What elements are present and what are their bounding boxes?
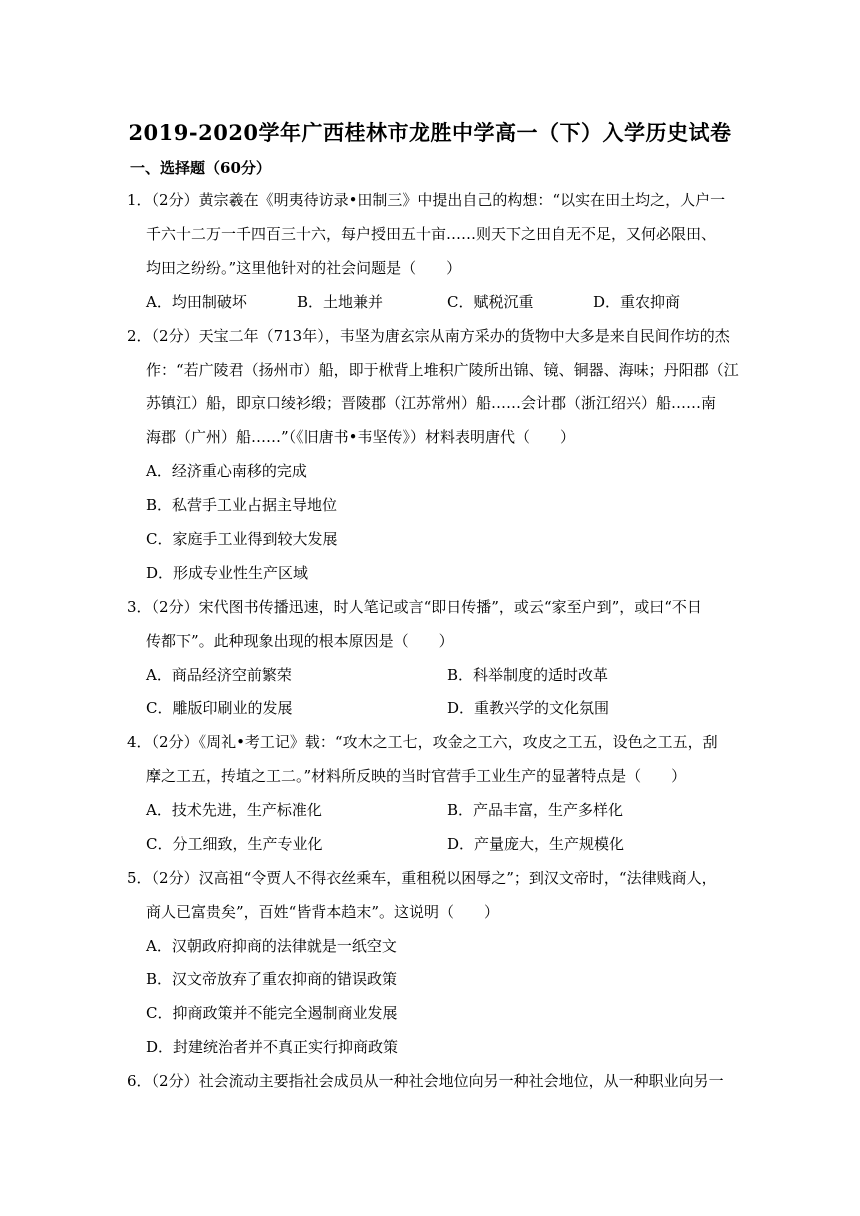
q5-line-2: 商人已富贵矣”，百姓“皆背本趋末”。这说明（ ） (146, 903, 500, 921)
q1-line-1: 1．（2分）黄宗羲在《明夷待访录•田制三》中提出自己的构想：“以实在田土均之，人户一 (127, 191, 726, 209)
q4-option-a: A．技术先进，生产标准化 (146, 801, 322, 819)
q2-option-c: C．家庭手工业得到较大发展 (146, 530, 338, 548)
q2-option-a: A．经济重心南移的完成 (146, 462, 307, 480)
q5-option-d: D．封建统治者并不真正实行抑商政策 (146, 1038, 399, 1056)
q1-option-a: A．均田制破坏 (146, 293, 247, 311)
q4-option-c: C．分工细致，生产专业化 (146, 835, 323, 853)
q4-option-b: B．产品丰富，生产多样化 (447, 801, 624, 819)
q4-line-1: 4．（2分）《周礼•考工记》载：“攻木之工七，攻金之工六，攻皮之工五，设色之工五，刮 (127, 733, 718, 751)
section-heading: 一、选择题（60分） (130, 159, 271, 177)
q1-line-2: 千六十二万一千四百三十六，每户授田五十亩……则天下之田自无不足，又何必限田、 (146, 225, 717, 243)
q2-line-3: 苏镇江）船，即京口绫衫缎；晋陵郡（江苏常州）船……会计郡（浙江绍兴）船……南 (146, 394, 717, 412)
q3-line-1: 3．（2分）宋代图书传播迅速，时人笔记或言“即日传播”，或云“家至户到”，或曰“不日 (127, 598, 702, 616)
q4-line-2: 摩之工五，抟埴之工二。”材料所反映的当时官营手工业生产的显著特点是（ ） (146, 767, 687, 785)
page-title: 2019-2020学年广西桂林市龙胜中学高一（下）入学历史试卷 (128, 120, 732, 145)
q2-option-b: B．私营手工业占据主导地位 (146, 496, 338, 514)
q5-option-b: B．汉文帝放弃了重农抑商的错误政策 (146, 970, 398, 988)
q5-option-c: C．抑商政策并不能完全遏制商业发展 (146, 1004, 398, 1022)
q3-option-a: A．商品经济空前繁荣 (146, 666, 292, 684)
q1-option-b: B．土地兼并 (297, 293, 384, 311)
q2-line-4: 海郡（广州）船……”（《旧唐书•韦坚传》）材料表明唐代（ ） (146, 428, 576, 446)
q3-option-c: C．雕版印刷业的发展 (146, 699, 293, 717)
q5-line-1: 5．（2分）汉高祖“令贾人不得衣丝乘车，重租税以困辱之”；到汉文帝时，“法律贱商人， (127, 869, 717, 887)
q3-line-2: 传都下”。此种现象出现的根本原因是（ ） (146, 632, 454, 650)
q3-option-d: D．重教兴学的文化氛围 (447, 699, 610, 717)
q2-option-d: D．形成专业性生产区域 (146, 564, 309, 582)
q6-line-1: 6．（2分）社会流动主要指社会成员从一种社会地位向另一种社会地位，从一种职业向另一 (127, 1072, 724, 1090)
q1-line-3: 均田之纷纷。”这里他针对的社会问题是（ ） (146, 259, 462, 277)
q1-option-c: C．赋税沉重 (447, 293, 534, 311)
q3-option-b: B．科举制度的适时改革 (447, 666, 609, 684)
q4-option-d: D．产量庞大，生产规模化 (447, 835, 625, 853)
q2-line-1: 2．（2分）天宝二年（713年），韦坚为唐玄宗从南方采办的货物中大多是来自民间作坊的杰 (127, 327, 730, 345)
q5-option-a: A．汉朝政府抑商的法律就是一纸空文 (146, 937, 397, 955)
q2-line-2: 作：“若广陵君（扬州市）船，即于栿背上堆积广陵所出锦、镜、铜器、海味；丹阳郡（江 (146, 361, 739, 379)
q1-option-d: D．重农抑商 (593, 293, 681, 311)
